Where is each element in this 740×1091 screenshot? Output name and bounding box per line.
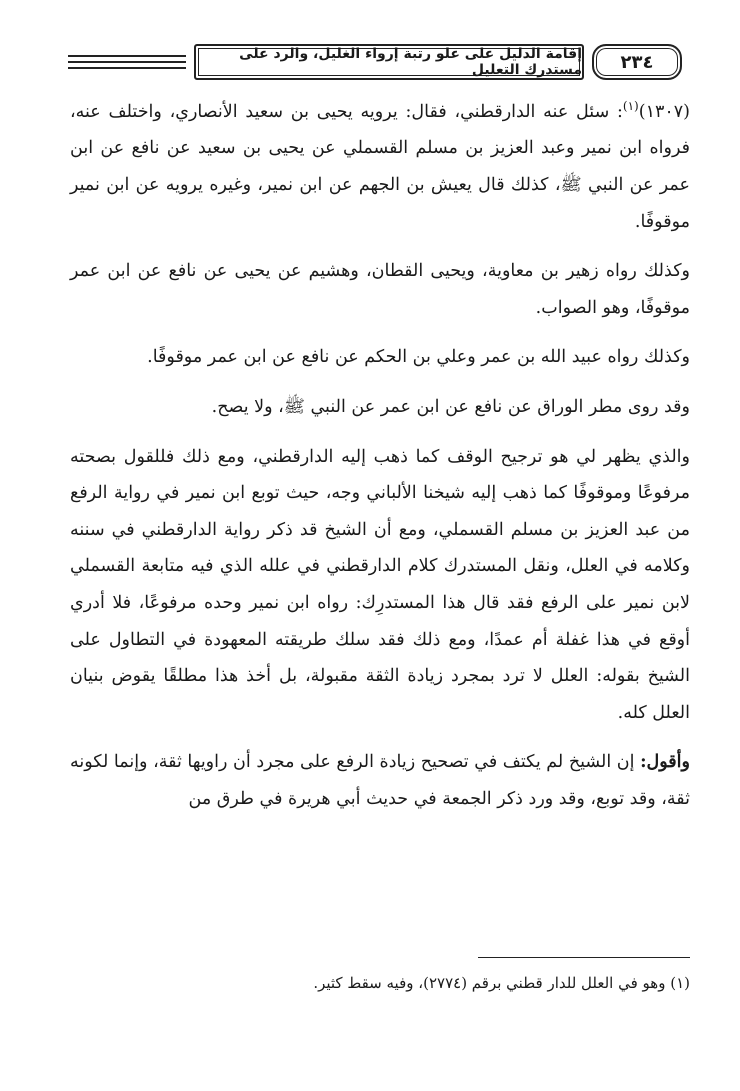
paragraph-text: إن الشيخ لم يكتف في تصحيح زيادة الرفع على مجرد أن راويها ثقة، وإنما لكونه ثقة، وقد توبع، وقد ورد ذكر الجمعة في حديث أبي هريرة في طرق من [70,752,690,809]
paragraph [70,389,690,426]
paragraph-text: وكذلك رواه زهير بن معاوية، ويحيى القطان، وهشيم عن يحيى عن نافع عن ابن عمر موقوفًا، وهو الصواب. [70,261,690,318]
header-rule [68,55,186,57]
page-number: ٢٣٤ [592,44,682,80]
header-rule [68,61,186,63]
page-header [68,40,683,82]
paragraph [70,253,690,326]
entry-number: (١٣٠٧) [638,101,690,122]
footnote: (١) وهو في العلل للدار قطني برقم (٢٧٧٤)، وفيه سقط كثير. [313,974,690,992]
paragraph [70,744,690,817]
paragraph-text: وكذلك رواه عبيد الله بن عمر وعلي بن الحكم عن نافع عن ابن عمر موقوفًا. [147,347,690,368]
paragraph [70,88,690,240]
paragraph [70,439,690,732]
paragraph [70,339,690,376]
running-title: إقامة الدليل على علو رتبة إرواء الغليل، والرد على مستدرك التعليل [194,44,584,80]
header-rule [68,67,186,69]
paragraph-text: وقد روى مطر الوراق عن نافع عن ابن عمر عن النبي ﷺ، ولا يصح. [211,396,690,417]
paragraph-lead: وأقول: [640,752,690,773]
paragraph-text: والذي يظهر لي هو ترجيح الوقف كما ذهب إليه الدارقطني، ومع ذلك فللقول بصحته مرفوعًا وموقوفًا كما ذهب إليه شيخنا الألباني وجه، حيث توبع ابن نمير في رواية الرفع من عبد العزيز بن مسلم القسملي، ومع أن الشيخ قد ذكر رواية الدارقطني في سننه وكلامه في العلل، ونقل المستدرك كلام الدارقطني في علله الذي فيه متابعة القسملي لابن نمير على الرفع فقد قال هذا المستدرِك: رواه ابن نمير وحده مرفوعًا، فلا أدري أوقع في هذا غفلة أم عمدًا، ومع ذلك فقد سلك طريقته المعهودة في التطاول على الشيخ بقوله: العلل لا ترد بمجرد زيادة الثقة مقبولة، بل أخذ هذا مطلقًا يقوض بنيان العلل كله. [70,446,690,723]
body-text [70,88,690,831]
footnote-separator [478,957,690,958]
paragraph-text: : سئل عنه الدارقطني، فقال: يرويه يحيى بن سعيد الأنصاري، واختلف عنه، فرواه ابن نمير وعبد العزيز بن مسلم القسملي عن يحيى بن سعيد عن نافع عن ابن عمر عن النبي ﷺ، كذلك قال يعيش بن الجهم عن ابن نمير، وغيره يرويه عن ابن نمير موقوفًا. [70,101,690,232]
footnote-ref: (١) [622,99,639,113]
